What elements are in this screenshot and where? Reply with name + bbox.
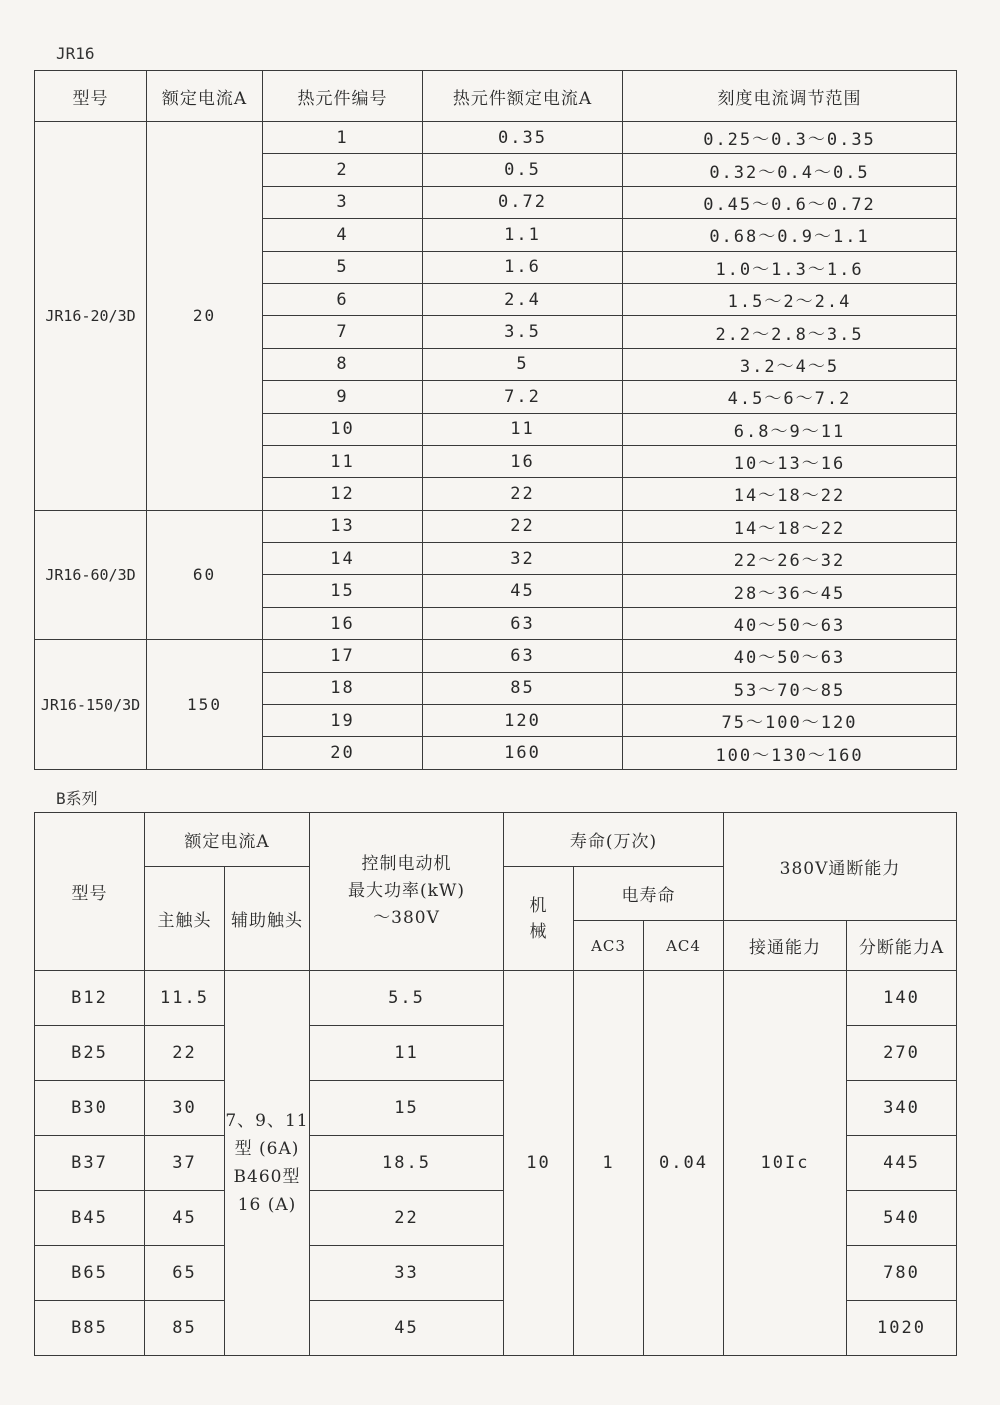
element-current-cell: 22: [423, 478, 623, 510]
element-no-cell: 9: [263, 381, 423, 413]
element-no-cell: 4: [263, 219, 423, 251]
main-contact-cell: 11.5: [145, 971, 225, 1026]
adjust-range-cell: 28～36～45: [623, 575, 957, 607]
adjust-range-cell: 0.68～0.9～1.1: [623, 219, 957, 251]
element-current-cell: 0.72: [423, 186, 623, 218]
motor-power-cell: 22: [310, 1191, 504, 1246]
breaking-capacity-cell: 340: [847, 1081, 957, 1136]
adjust-range-cell: 1.0～1.3～1.6: [623, 251, 957, 283]
model-cell: B85: [35, 1301, 145, 1356]
motor-power-cell: 18.5: [310, 1136, 504, 1191]
bseries-section-title: B系列: [56, 789, 98, 808]
element-no-cell: 16: [263, 607, 423, 639]
motor-power-cell: 5.5: [310, 971, 504, 1026]
adjust-range-cell: 75～100～120: [623, 705, 957, 737]
main-contact-cell: 30: [145, 1081, 225, 1136]
adjust-range-cell: 0.32～0.4～0.5: [623, 154, 957, 186]
main-contact-cell: 45: [145, 1191, 225, 1246]
element-no-cell: 15: [263, 575, 423, 607]
element-current-cell: 63: [423, 640, 623, 672]
element-current-cell: 16: [423, 445, 623, 477]
adjust-range-cell: 1.5～2～2.4: [623, 283, 957, 315]
breaking-capacity-cell: 445: [847, 1136, 957, 1191]
bseries-header-electrical-life: 电寿命: [574, 867, 724, 921]
element-no-cell: 10: [263, 413, 423, 445]
table-row: [35, 640, 957, 672]
element-current-cell: 3.5: [423, 316, 623, 348]
aux-contact-cell: 7、9、11 型 (6A) B460型 16 (A): [225, 971, 310, 1356]
bseries-header-breaking-380v: 380V通断能力: [724, 813, 957, 921]
bseries-header-aux-contact: 辅助触头: [225, 867, 310, 971]
main-contact-cell: 22: [145, 1026, 225, 1081]
bseries-table: [34, 812, 957, 1356]
jr16-header-adjust-range: 刻度电流调节范围: [623, 71, 957, 122]
table-row: [35, 122, 957, 154]
element-no-cell: 11: [263, 445, 423, 477]
breaking-capacity-cell: 140: [847, 971, 957, 1026]
table-row: [35, 510, 957, 542]
adjust-range-cell: 22～26～32: [623, 543, 957, 575]
element-current-cell: 160: [423, 737, 623, 769]
bseries-header-rated-current: 额定电流A: [145, 813, 310, 867]
adjust-range-cell: 2.2～2.8～3.5: [623, 316, 957, 348]
making-capacity-cell: 10Ic: [724, 971, 847, 1356]
element-no-cell: 18: [263, 672, 423, 704]
adjust-range-cell: 0.45～0.6～0.72: [623, 186, 957, 218]
mechanical-life-cell: 10: [504, 971, 574, 1356]
element-no-cell: 14: [263, 543, 423, 575]
jr16-header-rated-current: 额定电流A: [147, 71, 263, 122]
element-current-cell: 1.1: [423, 219, 623, 251]
ac3-life-cell: 1: [574, 971, 644, 1356]
element-no-cell: 1: [263, 122, 423, 154]
jr16-header-model: 型号: [35, 71, 147, 122]
element-current-cell: 11: [423, 413, 623, 445]
model-cell: JR16-60/3D: [35, 510, 147, 640]
jr16-header-element-current: 热元件额定电流A: [423, 71, 623, 122]
element-no-cell: 17: [263, 640, 423, 672]
element-no-cell: 12: [263, 478, 423, 510]
model-cell: B25: [35, 1026, 145, 1081]
element-current-cell: 32: [423, 543, 623, 575]
element-current-cell: 2.4: [423, 283, 623, 315]
bseries-header-breaking: 分断能力A: [847, 921, 957, 971]
jr16-section-title: JR16: [56, 44, 95, 63]
bseries-header-main-contact: 主触头: [145, 867, 225, 971]
element-current-cell: 120: [423, 705, 623, 737]
element-current-cell: 22: [423, 510, 623, 542]
adjust-range-cell: 53～70～85: [623, 672, 957, 704]
element-current-cell: 7.2: [423, 381, 623, 413]
element-no-cell: 5: [263, 251, 423, 283]
rated-current-cell: 150: [147, 640, 263, 770]
adjust-range-cell: 10～13～16: [623, 445, 957, 477]
adjust-range-cell: 4.5～6～7.2: [623, 381, 957, 413]
element-current-cell: 1.6: [423, 251, 623, 283]
model-cell: B37: [35, 1136, 145, 1191]
adjust-range-cell: 3.2～4～5: [623, 348, 957, 380]
element-current-cell: 0.5: [423, 154, 623, 186]
bseries-header-model: 型号: [35, 813, 145, 971]
adjust-range-cell: 14～18～22: [623, 478, 957, 510]
breaking-capacity-cell: 270: [847, 1026, 957, 1081]
rated-current-cell: 20: [147, 122, 263, 511]
element-no-cell: 7: [263, 316, 423, 348]
element-no-cell: 19: [263, 705, 423, 737]
breaking-capacity-cell: 780: [847, 1246, 957, 1301]
bseries-header-mechanical: 机 械: [504, 867, 574, 971]
table-row: [35, 971, 957, 1026]
model-cell: JR16-20/3D: [35, 122, 147, 511]
model-cell: JR16-150/3D: [35, 640, 147, 770]
adjust-range-cell: 0.25～0.3～0.35: [623, 122, 957, 154]
bseries-header-ac4: AC4: [644, 921, 724, 971]
element-current-cell: 63: [423, 607, 623, 639]
element-current-cell: 0.35: [423, 122, 623, 154]
jr16-table: [34, 70, 957, 770]
element-no-cell: 8: [263, 348, 423, 380]
bseries-header-life: 寿命(万次): [504, 813, 724, 867]
element-no-cell: 2: [263, 154, 423, 186]
element-current-cell: 85: [423, 672, 623, 704]
jr16-header-element-no: 热元件编号: [263, 71, 423, 122]
adjust-range-cell: 40～50～63: [623, 640, 957, 672]
motor-power-cell: 15: [310, 1081, 504, 1136]
main-contact-cell: 37: [145, 1136, 225, 1191]
element-no-cell: 20: [263, 737, 423, 769]
main-contact-cell: 65: [145, 1246, 225, 1301]
adjust-range-cell: 6.8～9～11: [623, 413, 957, 445]
motor-power-cell: 33: [310, 1246, 504, 1301]
breaking-capacity-cell: 540: [847, 1191, 957, 1246]
rated-current-cell: 60: [147, 510, 263, 640]
element-no-cell: 13: [263, 510, 423, 542]
model-cell: B45: [35, 1191, 145, 1246]
element-current-cell: 45: [423, 575, 623, 607]
adjust-range-cell: 40～50～63: [623, 607, 957, 639]
model-cell: B65: [35, 1246, 145, 1301]
main-contact-cell: 85: [145, 1301, 225, 1356]
breaking-capacity-cell: 1020: [847, 1301, 957, 1356]
model-cell: B12: [35, 971, 145, 1026]
element-no-cell: 6: [263, 283, 423, 315]
jr16-header-row: [35, 71, 957, 122]
adjust-range-cell: 100～130～160: [623, 737, 957, 769]
model-cell: B30: [35, 1081, 145, 1136]
ac4-life-cell: 0.04: [644, 971, 724, 1356]
adjust-range-cell: 14～18～22: [623, 510, 957, 542]
element-current-cell: 5: [423, 348, 623, 380]
motor-power-cell: 45: [310, 1301, 504, 1356]
bseries-header-ac3: AC3: [574, 921, 644, 971]
bseries-header-motor-power: 控制电动机 最大功率(kW) ～380V: [310, 813, 504, 971]
motor-power-cell: 11: [310, 1026, 504, 1081]
bseries-header-making: 接通能力: [724, 921, 847, 971]
element-no-cell: 3: [263, 186, 423, 218]
